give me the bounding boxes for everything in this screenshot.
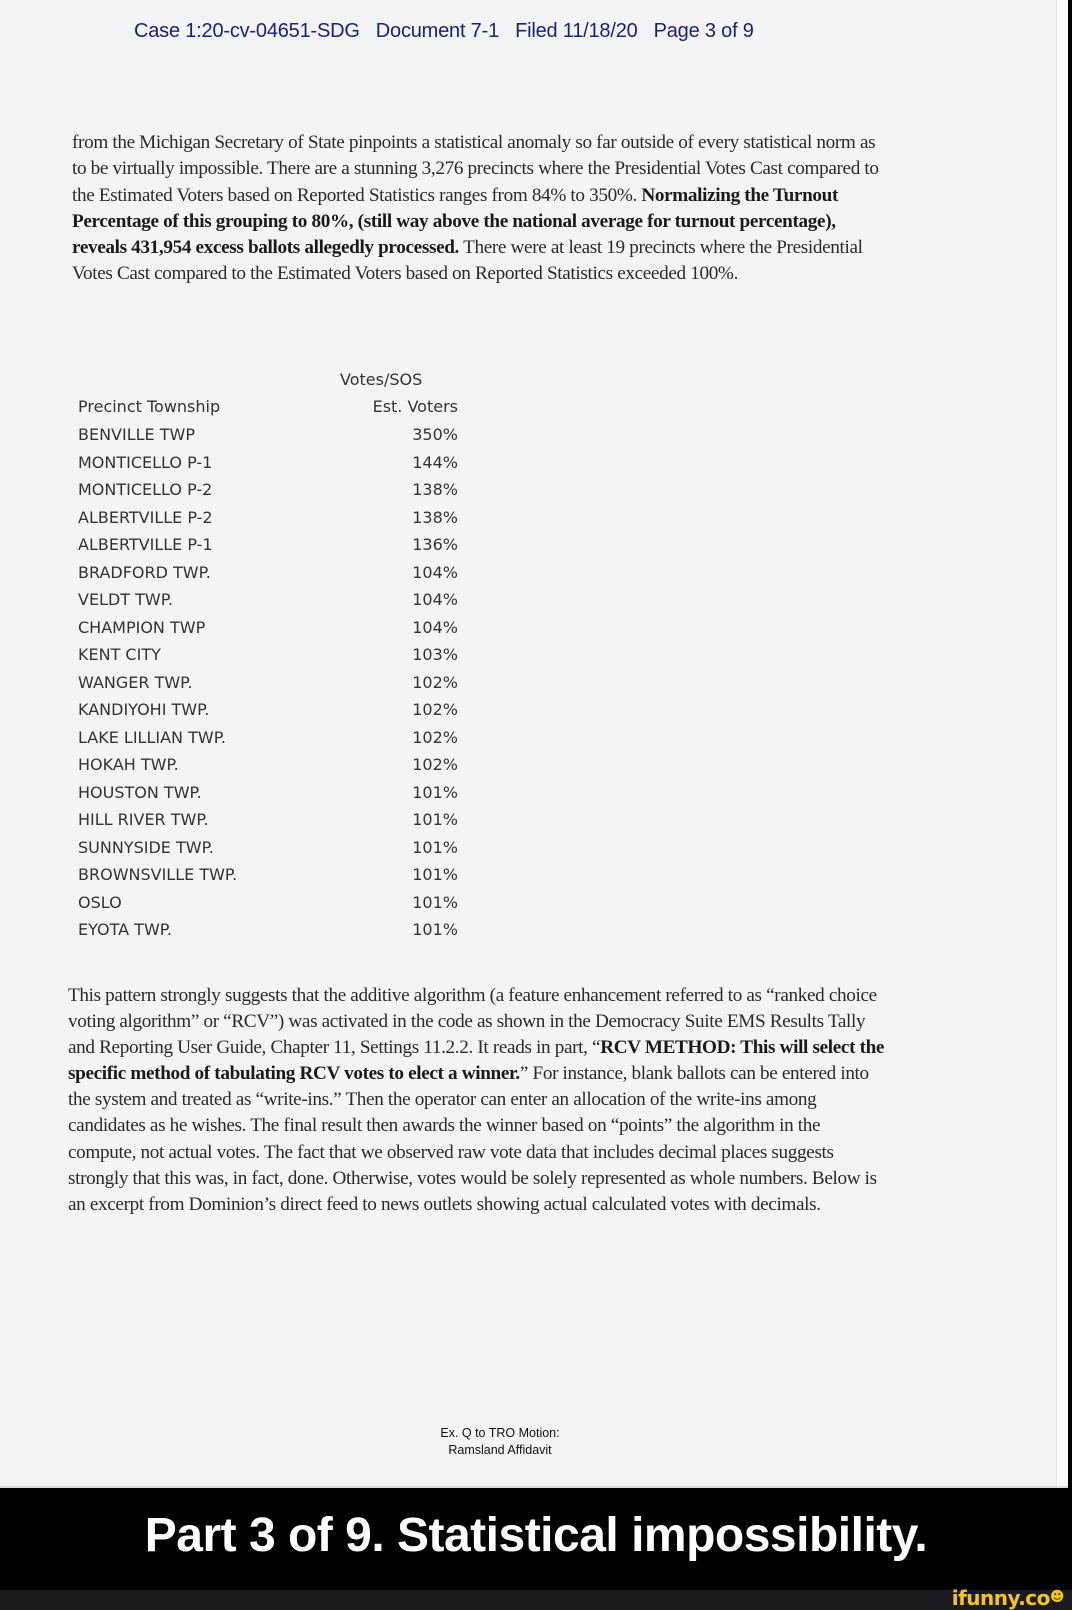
votes-percent: 101% [412,920,458,939]
precinct-name: HOKAH TWP. [78,755,179,774]
table-row [78,700,458,728]
caption-title: Part 3 of 9. Statistical impossibility. [144,1509,928,1562]
table-row [78,453,458,481]
votes-percent: 102% [412,700,458,719]
votes-percent: 101% [412,810,458,829]
precinct-name: VELDT TWP. [78,590,173,609]
table-row [78,728,458,756]
votes-percent: 102% [412,755,458,774]
precinct-name: OSLO [78,892,122,912]
precinct-name: SUNNYSIDE TWP. [78,837,214,857]
table-row [78,838,458,866]
precinct-name: WANGER TWP. [78,672,193,692]
precinct-name: BRADFORD TWP. [78,562,211,582]
table-row [78,893,458,921]
precinct-name: ALBERTVILLE P-2 [78,507,213,527]
intro-text-1: from the Michigan Secretary of State pinpoints a statistical anomaly so far outside of every statistical norm as to be virtually impossible. There are a stunning 3,276 precincts where the Presidential Votes Cast compared to the Estimated Voters based on Reported Statistics ranges from 84% to 350%. [72,132,879,206]
watermark-strip [0,1590,1072,1610]
table-row [78,480,458,508]
table-row [78,673,458,701]
table-row [78,645,458,673]
votes-percent: 102% [412,727,458,747]
intro-bold: Normalizing the Turnout Percentage of this grouping to 80%, (still way above the national average for turnout percentage), reveals 431,954 excess ballots allegedly processed. [72,184,838,259]
table-row [78,618,458,646]
table-row [78,783,458,811]
precinct-name: EYOTA TWP. [78,920,172,939]
votes-percent: 101% [412,837,458,857]
votes-percent: 101% [412,782,458,802]
votes-percent: 350% [412,425,458,444]
intro-text-2: There were at least 19 precincts where the Presidential Votes Cast compared to the Estimated Voters based on Reported Statistics exceeded 100%. [72,237,863,285]
table-row [78,920,458,948]
column-header-est-voters: Est. Voters [372,397,458,416]
votes-percent: 138% [412,480,458,499]
intro-paragraph [72,130,892,288]
precinct-name: KANDIYOHI TWP. [78,700,210,719]
smiley-icon: ☻ [1049,1589,1064,1605]
table-row [78,755,458,783]
column-header-votes-sos: Votes/SOS [340,370,423,389]
precinct-name: ALBERTVILLE P-1 [78,535,213,554]
brand-name: ifunny.co [951,1586,1050,1610]
body-text-2: ” For instance, blank ballots can be entered into the system and treated as “write-ins.” Then the operator can enter an allocation of the write-ins among candidates as he wishes. The final result then awards the winner based on “points” the algorithm in the compute, not actual votes. The fact that we observed raw vote data that includes decimal places suggests strongly that this was, in fact, done. Otherwise, votes would be solely represented as whole numbers. Below is an excerpt from Dominion’s direct feed to news outlets showing actual calculated votes with decimals. [68,1063,877,1215]
exhibit-line-1: Ex. Q to TRO Motion: [440,1426,560,1440]
precinct-name: HOUSTON TWP. [78,782,202,802]
votes-percent: 101% [412,892,458,912]
votes-percent: 138% [412,507,458,527]
precinct-name: MONTICELLO P-1 [78,452,213,472]
table-row [78,590,458,618]
votes-percent: 144% [412,452,458,472]
body-text-1: This pattern strongly suggests that the additive algorithm (a feature enhancement referred to as “ranked choice voting algorithm” or “RCV”) was activated in the code as shown in the Democracy Suite EMS Results Tally and Reporting User Guide, Chapter 11, Settings 11.2.2. It reads in part, “ [68,985,877,1059]
votes-percent: 102% [412,672,458,692]
precinct-name: LAKE LILLIAN TWP. [78,727,226,747]
precinct-name: MONTICELLO P-2 [78,480,213,499]
table-row [78,425,458,453]
page-edge [1056,0,1068,1488]
ifunny-watermark [952,1586,1064,1610]
exhibit-caption [0,1425,1000,1459]
votes-percent: 136% [412,535,458,554]
table-row [78,535,458,563]
votes-percent: 104% [412,562,458,582]
precinct-name: HILL RIVER TWP. [78,810,209,829]
votes-percent: 104% [412,617,458,637]
votes-percent: 104% [412,590,458,609]
column-header-precinct: Precinct Township [78,397,221,416]
table-row [78,508,458,536]
precinct-name: BENVILLE TWP [78,425,195,444]
body-bold: RCV METHOD: This will select the specific method of tabulating RCV votes to elect a winner. [68,1037,885,1085]
table-row [78,865,458,893]
precinct-name: CHAMPION TWP [78,617,206,637]
exhibit-line-2: Ramsland Affidavit [448,1443,552,1457]
votes-percent: 103% [412,645,458,664]
body-paragraph [68,983,888,1218]
table-row [78,563,458,591]
case-header: Case 1:20-cv-04651-SDG Document 7-1 Filed 11/18/20 Page 3 of 9 [134,20,754,42]
precinct-name: BROWNSVILLE TWP. [78,865,238,884]
table-header-row [78,397,458,425]
votes-percent: 101% [412,865,458,884]
precinct-name: KENT CITY [78,645,161,664]
table-row [78,810,458,838]
